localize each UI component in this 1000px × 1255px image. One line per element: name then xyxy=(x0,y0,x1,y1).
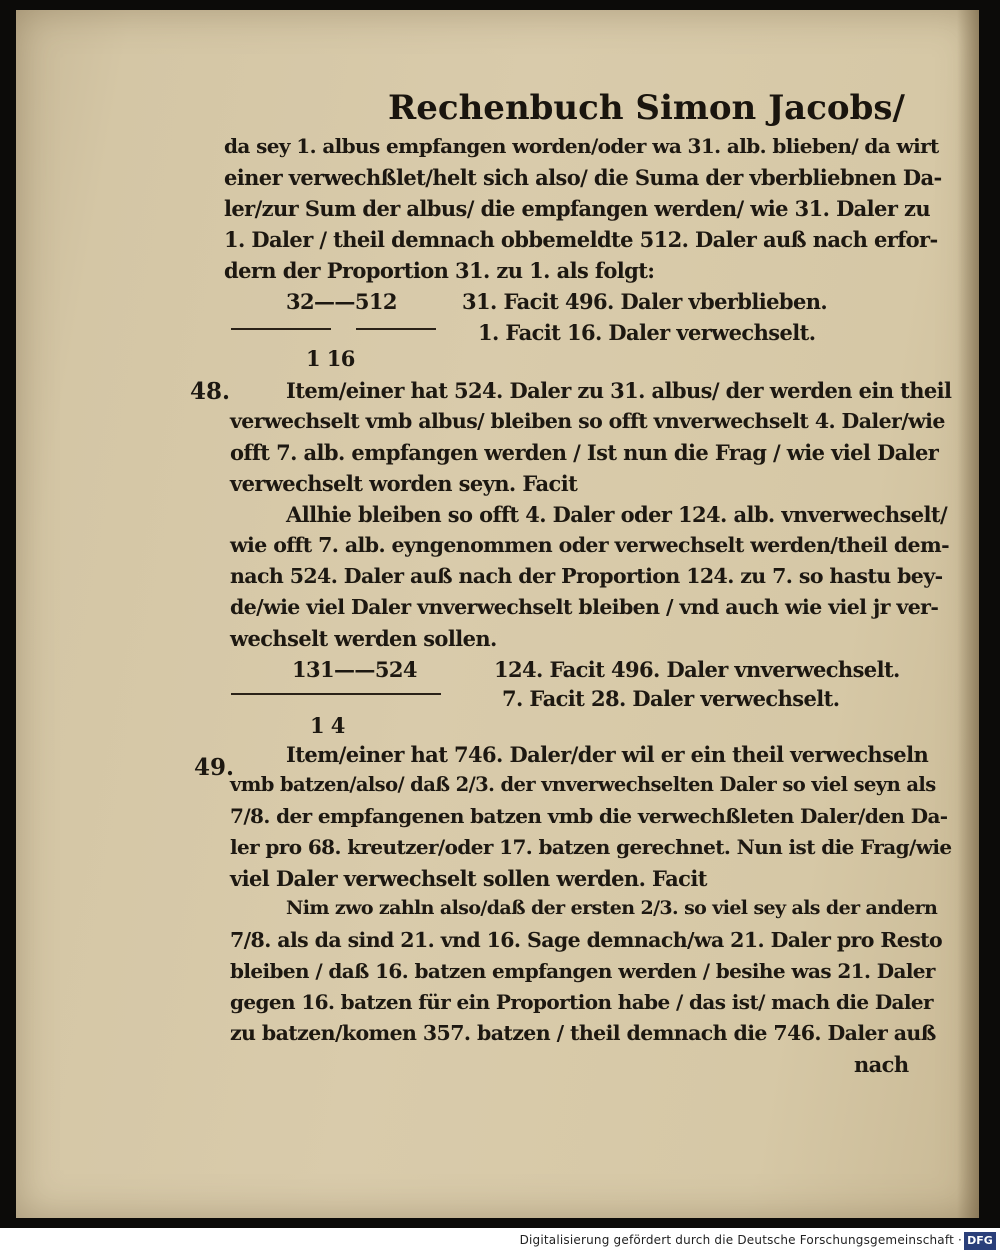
calc-left-top: 131——524 xyxy=(292,657,417,682)
book-page xyxy=(16,10,979,1218)
calc-rule xyxy=(356,328,436,330)
text-line: bleiben / daß 16. batzen empfangen werden / besihe was 21. Daler xyxy=(230,959,935,983)
text-line: viel Daler verwechselt sollen werden. Facit xyxy=(230,866,707,891)
calc-left-bottom: 1 16 xyxy=(306,346,355,371)
page-edge-shadow xyxy=(957,10,979,1218)
text-line: 7/8. der empfangenen batzen vmb die verwechßleten Daler/den Da- xyxy=(230,804,948,828)
text-line: Allhie bleiben so offt 4. Daler oder 124. alb. vnverwechselt/ xyxy=(286,502,948,527)
calc-right-line: 31. Facit 496. Daler vberblieben. xyxy=(462,289,828,314)
text-line: wie offt 7. alb. eyngenommen oder verwechselt werden/theil dem- xyxy=(230,533,949,557)
calc-right-line: 7. Facit 28. Daler verwechselt. xyxy=(502,686,840,711)
text-line: nach 524. Daler auß nach der Proportion 124. zu 7. so hastu bey- xyxy=(230,564,943,588)
calc-rule xyxy=(231,693,441,695)
problem-number: 48. xyxy=(190,378,231,405)
catchword: nach xyxy=(854,1052,909,1077)
text-line: 1. Daler / theil demnach obbemeldte 512. Daler auß nach erfor- xyxy=(224,227,938,252)
text-line: einer verwechßlet/helt sich also/ die Suma der vberbliebnen Da- xyxy=(224,165,942,190)
text-line: verwechselt worden seyn. Facit xyxy=(230,471,578,496)
text-line: ler/zur Sum der albus/ die empfangen werden/ wie 31. Daler zu xyxy=(224,196,930,221)
text-line: 7/8. als da sind 21. vnd 16. Sage demnach/wa 21. Daler pro Resto xyxy=(230,928,943,952)
text-line: da sey 1. albus empfangen worden/oder wa 31. alb. blieben/ da wirt xyxy=(224,134,939,158)
text-line: dern der Proportion 31. zu 1. als folgt: xyxy=(224,258,655,283)
text-line: Nim zwo zahln also/daß der ersten 2/3. so viel sey als der andern xyxy=(286,897,938,919)
text-line: vmb batzen/also/ daß 2/3. der vnverwechselten Daler so viel seyn als xyxy=(230,773,936,796)
text-line: ler pro 68. kreutzer/oder 17. batzen gerechnet. Nun ist die Frag/wie xyxy=(230,835,952,859)
footer-bar xyxy=(0,1228,1000,1255)
text-line: verwechselt vmb albus/ bleiben so offt vnverwechselt 4. Daler/wie xyxy=(230,409,945,433)
problem-number: 49. xyxy=(194,754,235,781)
dfg-logo: DFG xyxy=(964,1232,996,1250)
page-header: Rechenbuch Simon Jacobs/ xyxy=(388,88,905,128)
calc-right-line: 124. Facit 496. Daler vnverwechselt. xyxy=(494,657,900,682)
calc-rule xyxy=(231,328,331,330)
calc-left-top: 32——512 xyxy=(286,289,397,314)
calc-left-bottom: 1 4 xyxy=(310,713,345,738)
calc-right-line: 1. Facit 16. Daler verwechselt. xyxy=(478,320,816,345)
text-line: zu batzen/komen 357. batzen / theil demnach die 746. Daler auß xyxy=(230,1021,936,1045)
footer-credit: Digitalisierung gefördert durch die Deutsche Forschungsgemeinschaft · xyxy=(519,1233,962,1247)
text-line: offt 7. alb. empfangen werden / Ist nun die Frag / wie viel Daler xyxy=(230,440,939,465)
text-line: gegen 16. batzen für ein Proportion habe / das ist/ mach die Daler xyxy=(230,990,933,1014)
text-line: Item/einer hat 524. Daler zu 31. albus/ der werden ein theil xyxy=(286,378,952,403)
text-line: de/wie viel Daler vnverwechselt bleiben / vnd auch wie viel jr ver- xyxy=(230,595,939,619)
text-line: wechselt werden sollen. xyxy=(230,626,497,651)
text-line: Item/einer hat 746. Daler/der wil er ein theil verwechseln xyxy=(286,742,929,767)
